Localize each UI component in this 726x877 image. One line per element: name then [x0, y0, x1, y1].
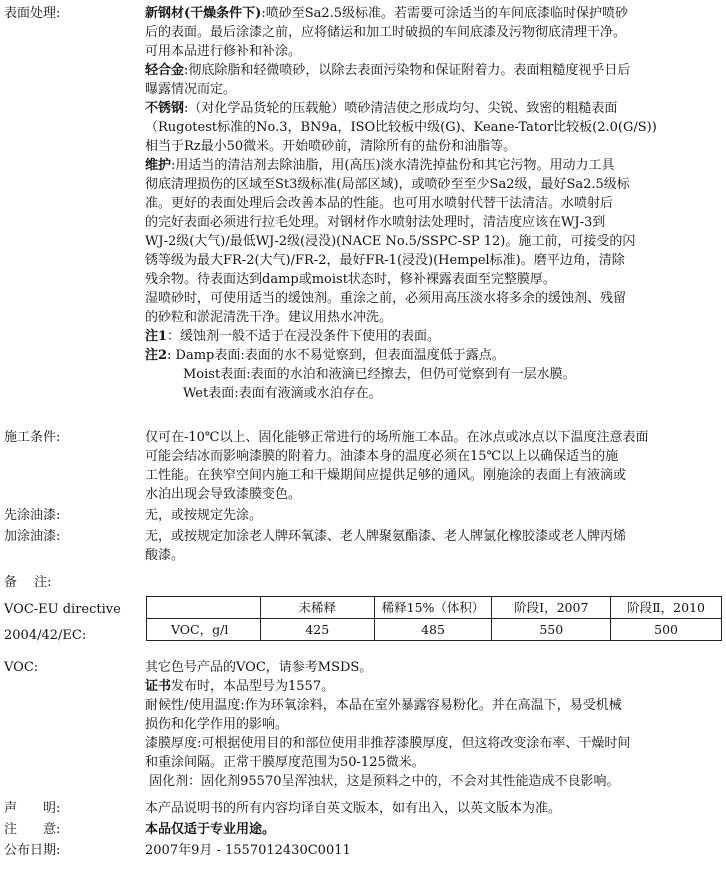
application-label: 施工条件:: [4, 430, 61, 445]
note-1-heading: 注1: [145, 329, 168, 344]
weathering-line: 耐候性/使用温度:作为环氧涂料，本品在室外暴露容易粉化。并在高温下，易受机械: [145, 698, 622, 713]
maintenance-line: :用适当的清洁剂去除油脂，用(高压)淡水清洗掉盐份和其它污物。用动力工具: [171, 158, 615, 173]
stainless-steel-line: 相当于Rz最小50微米。开始喷砂前，清除所有的盐份和油脂等。: [145, 139, 517, 154]
maintenance-line: 锈等级为最大FR-2(大气)/FR-2，最好FR-1(浸没)(Hempel标准)。磨平边角，清除: [145, 253, 625, 268]
topcoat-content: [145, 527, 722, 565]
application-line: 可能会结冰而影响漆膜的附着力。油漆本身的温度必须在15℃以上以确保适当的施: [145, 449, 619, 464]
stainless-steel-paragraph: [145, 99, 722, 156]
maintenance-paragraph: [145, 156, 722, 289]
new-steel-line: :喷砂至Sa2.5级标准。若需要可涂适当的车间底漆临时保护喷砂: [261, 6, 629, 21]
voc-table-header-cell: [147, 597, 261, 619]
statement-label: 声 明:: [4, 801, 61, 816]
stainless-steel-heading: 不锈钢: [145, 101, 185, 116]
light-alloy-heading: 轻合金: [145, 63, 185, 78]
application-content: [145, 428, 722, 504]
voc-eu-label-line2: 2004/42/EC:: [4, 628, 87, 643]
light-alloy-line: 曝露情况而定。: [145, 82, 237, 97]
topcoat-line: 无，或按规定加涂老人牌环氧漆、老人牌聚氨酯漆、老人牌氯化橡胶漆或老人牌丙烯: [145, 529, 627, 544]
new-steel-line: 可用本品进行修补和补涂。: [145, 44, 302, 59]
curing-agent-line: 固化剂：固化剂95570呈浑浊状，这是预料之中的，不会对其性能造成不良影响。: [145, 774, 620, 789]
application-line: 水泊出现会导致漆膜变色。: [145, 487, 302, 502]
application-text: [145, 428, 722, 504]
stainless-steel-line: （Rugotest标准的No.3，BN9a，ISO比较板中级(G)、Keane-Tator比较板(2.0(G/S)): [145, 120, 657, 135]
note-1-text: ：缓蚀剂一般不适于在浸没条件下使用的表面。: [167, 329, 441, 344]
note-1: [145, 327, 722, 346]
voc-eu-label-line1: VOC-EU directive: [4, 602, 121, 617]
light-alloy-line: :彻底除脂和轻微喷砂，以除去表面污染物和保证附着力。表面粗糙度视乎日后: [184, 63, 631, 78]
voc-table-cell: VOC，g/l: [147, 619, 261, 641]
certificate-line: [145, 677, 722, 696]
notice-text: 本品仅适于专业用途。: [145, 822, 276, 837]
voc-table-cell: 425: [260, 619, 374, 641]
voc-line: 其它色号产品的VOC，请参考MSDS。: [145, 660, 373, 675]
weathering-line: 损伤和化学作用的影响。: [145, 717, 289, 732]
film-thickness-line: 漆膜厚度:可根据使用目的和部位使用非推荐漆膜厚度，但这将改变涂布率、干燥时间: [145, 736, 631, 751]
stainless-steel-line: :（对化学品货轮的压载舱）喷砂清洁使之形成均匀、尖锐、致密的粗糙表面: [184, 101, 618, 116]
voc-table-cell: 485: [374, 619, 492, 641]
note-2-moist: Moist表面:表面的水泊和液滴已经擦去，但仍可觉察到有一层水膜。: [183, 367, 576, 382]
maintenance-line: 残余物。待表面达到damp或moist状态时，修补裸露表面至完整膜厚。: [145, 272, 556, 287]
voc-table-header-cell: 阶段Ⅱ，2010: [611, 597, 722, 619]
voc-label: VOC:: [4, 660, 39, 675]
note-2-heading: 注2: [145, 348, 168, 363]
primer-text: 无，或按规定先涂。: [145, 508, 263, 523]
voc-table-header-row: [147, 597, 722, 619]
film-thickness-line: 和重涂间隔。正常干膜厚度范围为50-125微米。: [145, 755, 425, 770]
maintenance-line: 准。更好的表面处理后会改善本品的性能。也可用水喷射代替干法清洁。水喷射后: [145, 196, 614, 211]
surface-prep-content: [145, 4, 722, 403]
maintenance-line: 彻底清理损伤的区域至St3级标准(局部区域)，或喷砂至至少Sa2级，最好Sa2.5级标: [145, 177, 630, 192]
voc-table-cell: 550: [492, 619, 611, 641]
voc-table: [146, 596, 722, 641]
voc-content: [145, 658, 722, 791]
maintenance-line: 的完好表面必须进行拉毛处理。对钢材作水喷射法处理时，清洁度应该在WJ-3到: [145, 215, 606, 230]
issued-label: 公布日期:: [4, 843, 61, 858]
voc-table-cell: 500: [611, 619, 722, 641]
surface-prep-label: 表面处理:: [4, 6, 61, 21]
application-line: 仅可在-10℃以上、固化能够正常进行的场所施工本品。在冰点或冰点以下温度注意表面: [145, 430, 649, 445]
new-steel-heading: 新钢材(干燥条件下): [145, 6, 262, 21]
primer-label: 先涂油漆:: [4, 508, 61, 523]
new-steel-line: 后的表面。最后涂漆之前，应将储运和加工时破损的车间底漆及污物彻底清理干净。: [145, 25, 627, 40]
issued-text: 2007年9月 - 1557012430C0011: [145, 843, 351, 858]
topcoat-line: 酸漆。: [145, 548, 185, 563]
application-line: 工性能。在狭窄空间内施工和干燥期间应提供足够的通风。刚施涂的表面上有液滴或: [145, 468, 627, 483]
statement-text: 本产品说明书的所有内容均译自英文版本，如有出入，以英文版本为准。: [145, 801, 562, 816]
note-2: [145, 346, 722, 365]
wet-blasting-paragraph: [145, 289, 722, 327]
remarks-label: 备 注:: [4, 575, 52, 590]
maintenance-heading: 维护: [145, 158, 172, 173]
maintenance-line: WJ-2级(大气)/最低WJ-2级(浸没)(NACE No.5/SSPC-SP 12)。施工前，可接受的闪: [145, 234, 636, 249]
wet-blasting-line: 湿喷砂时，可使用适当的缓蚀剂。重涂之前，必须用高压淡水将多余的缓蚀剂、残留: [145, 291, 627, 306]
note-2-wet: Wet表面:表面有液滴或水泊存在。: [183, 386, 382, 401]
note-2-text: : Damp表面:表面的水不易觉察到，但表面温度低于露点。: [167, 348, 505, 363]
new-steel-paragraph: [145, 4, 722, 61]
weathering-paragraph: [145, 696, 722, 734]
voc-table-header-cell: 稀释15%（体积）: [374, 597, 492, 619]
voc-table-header-cell: 阶段Ⅰ，2007: [492, 597, 611, 619]
wet-blasting-line: 的砂粒和淤泥清洗干净。建议用热水冲洗。: [145, 310, 393, 325]
certificate-heading: 证书: [145, 679, 172, 694]
film-thickness-paragraph: [145, 734, 722, 772]
notice-label: 注 意:: [4, 822, 61, 837]
light-alloy-paragraph: [145, 61, 722, 99]
certificate-text: 发布时，本品型号为1557。: [171, 679, 335, 694]
topcoat-label: 加涂油漆:: [4, 529, 61, 544]
voc-table-header-cell: 未稀释: [260, 597, 374, 619]
voc-table-row: [147, 619, 722, 641]
